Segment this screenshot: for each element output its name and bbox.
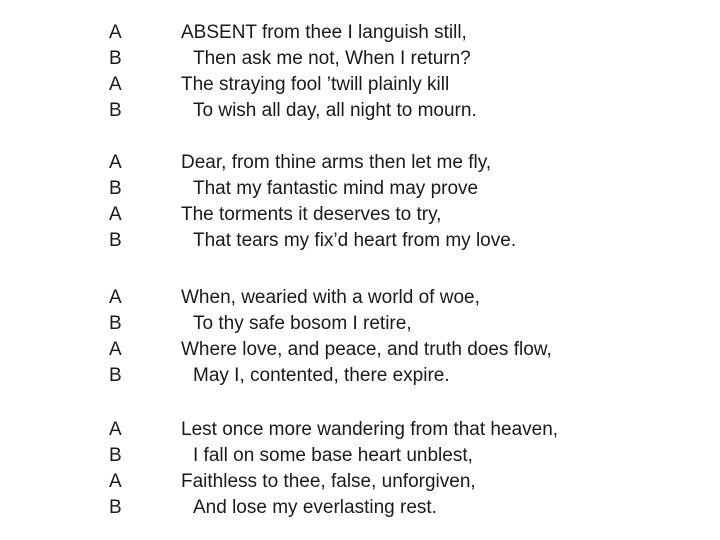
rhyme-label: B [109, 100, 122, 121]
verse-line [0, 443, 720, 469]
verse-line [0, 469, 720, 495]
verse-text: The straying fool ’twill plainly kill [181, 74, 450, 95]
verse-line [0, 228, 720, 254]
verse-text: The torments it deserves to try, [181, 204, 442, 225]
verse-line [0, 363, 720, 389]
verse-text: ABSENT from thee I languish still, [181, 22, 467, 43]
verse-line [0, 150, 720, 176]
verse-line [0, 98, 720, 124]
verse-line [0, 337, 720, 363]
rhyme-label: A [109, 287, 122, 308]
verse-text: Then ask me not, When I return? [193, 48, 471, 69]
verse-line [0, 20, 720, 46]
verse-line [0, 285, 720, 311]
verse-text: That tears my fix’d heart from my love. [193, 230, 517, 251]
verse-line [0, 417, 720, 443]
rhyme-label: B [109, 178, 122, 199]
verse-line [0, 176, 720, 202]
rhyme-label: B [109, 230, 122, 251]
verse-text: May I, contented, there expire. [193, 365, 450, 386]
verse-text: That my fantastic mind may prove [193, 178, 479, 199]
rhyme-label: A [109, 152, 122, 173]
rhyme-label: B [109, 313, 122, 334]
verse-text: Lest once more wandering from that heaven, [181, 419, 559, 440]
verse-line [0, 46, 720, 72]
rhyme-label: B [109, 365, 122, 386]
verse-text: To wish all day, all night to mourn. [193, 100, 477, 121]
rhyme-label: B [109, 445, 122, 466]
verse-line [0, 495, 720, 521]
verse-text: When, wearied with a world of woe, [181, 287, 480, 308]
rhyme-label: B [109, 48, 122, 69]
rhyme-label: A [109, 204, 122, 225]
verse-line [0, 72, 720, 98]
verse-text: And lose my everlasting rest. [193, 497, 437, 518]
verse-text: Where love, and peace, and truth does flow, [181, 339, 552, 360]
rhyme-label: A [109, 74, 122, 95]
verse-text: To thy safe bosom I retire, [193, 313, 412, 334]
verse-text: I fall on some base heart unblest, [193, 445, 473, 466]
rhyme-label: A [109, 339, 122, 360]
verse-line [0, 202, 720, 228]
verse-line [0, 311, 720, 337]
rhyme-label: A [109, 419, 122, 440]
verse-text: Dear, from thine arms then let me fly, [181, 152, 492, 173]
verse-text: Faithless to thee, false, unforgiven, [181, 471, 476, 492]
rhyme-label: B [109, 497, 122, 518]
rhyme-label: A [109, 471, 122, 492]
rhyme-label: A [109, 22, 122, 43]
